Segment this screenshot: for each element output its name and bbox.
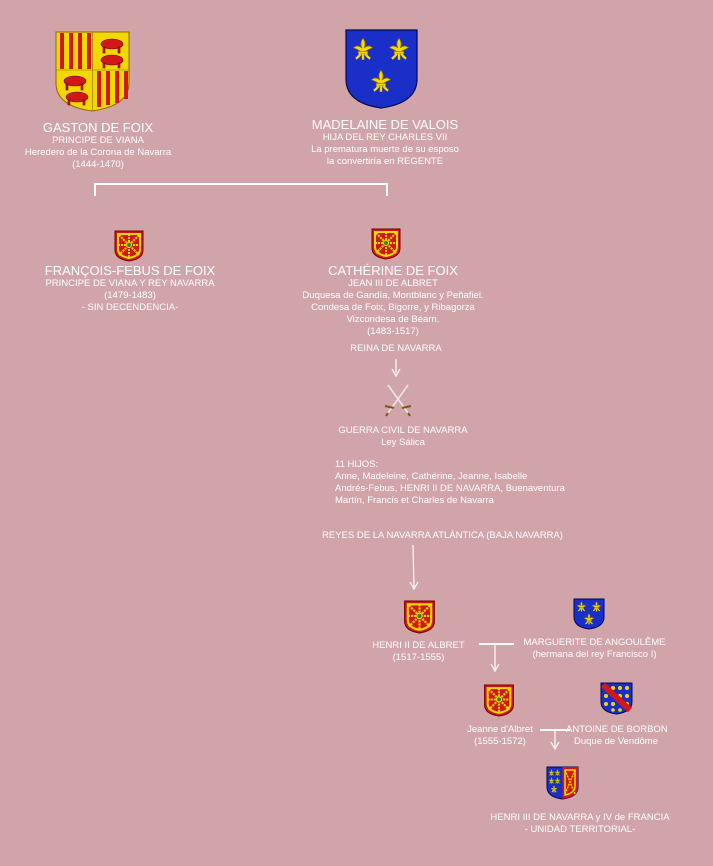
jeanne-navarra-arms-icon xyxy=(483,684,515,717)
marguerite-node xyxy=(512,637,677,661)
henri-iii-note: - UNIDAD TERRITORIAL- xyxy=(524,824,636,835)
madelaine-name: MADELAINE DE VALOIS xyxy=(311,117,459,132)
jeanne-node xyxy=(445,724,555,748)
madelaine-note-1: La prematura muerte de su esposo xyxy=(311,144,459,155)
madelaine-note-2: la convertiría en REGENTE xyxy=(326,156,444,167)
henri-iii-node xyxy=(450,812,710,836)
catherine-dates: (1483-1517) xyxy=(367,326,419,337)
marriage-bracket-connector xyxy=(94,183,388,196)
antoine-bourbon-arms-icon xyxy=(600,682,633,715)
arrow-to-henri-iii xyxy=(549,729,561,751)
catherine-spouse: JEAN III DE ALBRET xyxy=(348,278,438,289)
madelaine-title: HIJA DEL REY CHARLES VII xyxy=(322,132,448,143)
gaston-dates: (1444-1470) xyxy=(72,159,124,170)
arrow-to-henri-ii xyxy=(408,545,420,591)
marguerite-note: (hermana del rey Francisco I) xyxy=(532,649,657,660)
madelaine-fleur-de-lis-arms-icon xyxy=(345,29,418,109)
henri-iii-navarra-france-arms-icon xyxy=(546,766,579,800)
antoine-node xyxy=(566,724,666,748)
henri-ii-node xyxy=(356,640,481,664)
gaston-coat-of-arms-icon xyxy=(55,31,130,112)
jeanne-name: Jeanne d'Albret xyxy=(467,724,533,735)
henri-ii-navarra-arms-icon xyxy=(403,600,436,634)
civil-war-note: Ley Sálica xyxy=(381,437,425,448)
francois-febus-node xyxy=(30,264,230,314)
catherine-navarra-arms-icon xyxy=(371,228,401,260)
marguerite-name: MARGUERITE DE ANGOULÊME xyxy=(523,637,666,648)
gaston-de-foix-node xyxy=(8,121,188,171)
gaston-heir: Heredero de la Corona de Navarra xyxy=(24,147,172,158)
gaston-name: GASTON DE FOIX xyxy=(42,120,154,135)
francois-dates: (1479-1483) xyxy=(104,290,156,301)
antoine-title: Duque de Vendôme xyxy=(574,736,658,747)
arrow-to-civil-war xyxy=(390,359,402,377)
arrow-to-jeanne xyxy=(489,643,501,673)
catherine-title-1: Duquesa de Gandía, Montblanc y Peñafiel. xyxy=(302,290,484,301)
children-count: 11 HIJOS: xyxy=(335,459,379,470)
henri-ii-dates: (1517-1555) xyxy=(392,652,445,663)
francois-note: - SIN DECENDENCIA- xyxy=(81,302,179,313)
children-list xyxy=(335,459,615,507)
civil-war-title: GUERRA CIVIL DE NAVARRA xyxy=(338,425,468,436)
catherine-name: CATHÉRINE DE FOIX xyxy=(328,263,458,278)
children-names-1: Anne, Madeleine, Cathérine, Jeanne, Isabelle xyxy=(335,471,528,482)
jeanne-dates: (1555-1572) xyxy=(474,736,526,747)
children-names-3: Martín, Francis et Charles de Navarra xyxy=(335,495,494,506)
henri-ii-name: HENRI II DE ALBRET xyxy=(372,640,465,651)
antoine-name: ANTOINE DE BORBON xyxy=(566,724,668,735)
madelaine-de-valois-node xyxy=(280,118,490,168)
kings-heading xyxy=(290,530,595,542)
catherine-de-foix-node xyxy=(283,264,503,338)
henri-iii-name: HENRI III DE NAVARRA y IV de FRANCIA xyxy=(490,812,670,823)
crossed-swords-icon xyxy=(383,382,413,418)
catherine-title-3: Vizcondesa de Béarn. xyxy=(346,314,440,325)
children-names-2: Andrés-Febus, HENRI II DE NAVARRA, Buenaventura xyxy=(335,483,565,494)
francois-name: FRANÇOIS-FEBUS DE FOIX xyxy=(44,263,216,278)
francois-navarra-arms-icon xyxy=(114,230,144,262)
kings-heading-text: REYES DE LA NAVARRA ATLÁNTICA (BAJA NAVARRA) xyxy=(322,530,563,541)
reina-de-navarra: REINA DE NAVARRA xyxy=(350,343,442,354)
francois-title: PRINCIPE DE VIANA Y REY NAVARRA xyxy=(45,278,215,289)
gaston-title: PRINCIPE DE VIANA xyxy=(52,135,144,146)
marguerite-arms-icon xyxy=(573,598,605,630)
catherine-reign-label xyxy=(283,343,509,355)
civil-war-node xyxy=(303,425,503,449)
catherine-title-2: Condesa de Foix, Bigorre, y Ribagorza xyxy=(311,302,475,313)
